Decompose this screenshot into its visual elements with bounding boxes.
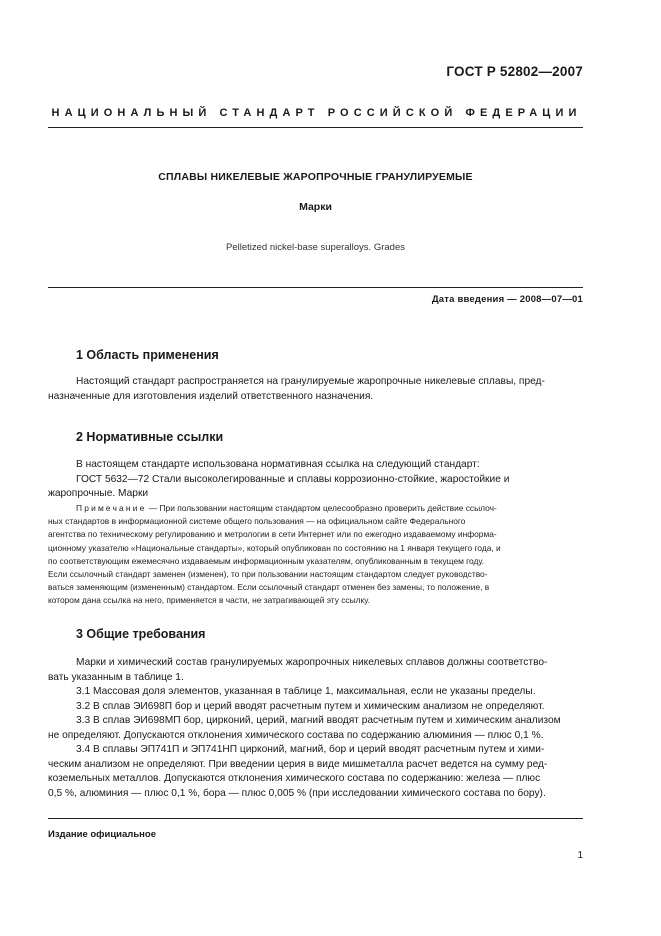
section-3-line: не определяют. Допускаются отклонения химического состава по содержанию алюминия — плюс 0,1 %. [48,729,544,741]
section-3-line: коземельных металлов. Допускаются отклонения химического состава по содержанию: железа — плюс [48,773,541,784]
section-3-line: 3.2 В сплав ЭИ698П бор и церий вводят расчетным путем и химическим анализом не определяют. [76,700,545,712]
section-3-line: вать указанным в таблице 1. [48,671,184,683]
note-line: агентства по техническому регулированию и метрологии в сети Интернет или по ежегодно издаваемому информа- [48,529,497,540]
note-text: — При пользовании настоящим стандартом целесообразно проверить действие ссылоч- [146,503,497,513]
section-3-body [48,656,583,801]
national-standard-banner: НАЦИОНАЛЬНЫЙ СТАНДАРТ РОССИЙСКОЙ ФЕДЕРАЦИИ [51,107,582,119]
section-2-line: ГОСТ 5632—72 Стали высоколегированные и сплавы коррозионно-стойкие, жаростойкие и [76,473,510,485]
footer-divider [48,818,583,819]
section-3-line: ческим анализом не определяют. При введении церия в виде мишметалла расчет ведется на сумму ред- [48,758,548,770]
document-code: ГОСТ Р 52802—2007 [446,64,583,79]
introduction-date: Дата введения — 2008—07—01 [431,294,583,305]
section-3-line: Марки и химический состав гранулируемых жаропрочных никелевых сплавов должны соответство- [76,657,548,668]
document-title: СПЛАВЫ НИКЕЛЕВЫЕ ЖАРОПРОЧНЫЕ ГРАНУЛИРУЕМЫЕ [158,171,473,183]
reference-note [48,502,583,608]
section-3-line: 0,5 %, алюминия — плюс 0,1 %, бора — плюс 0,005 % (при исследовании химического состава по бору). [48,787,546,799]
section-2-line: В настоящем стандарте использована нормативная ссылка на следующий стандарт: [76,459,480,470]
section-2-line: жаропрочные. Марки [48,488,149,499]
note-label: Примечание [76,503,147,513]
section-3-line: 3.4 В сплавы ЭП741П и ЭП741НП цирконий, магний, бор и церий вводят расчетным путем и хими- [76,744,545,755]
document-subtitle: Марки [299,201,332,213]
note-line: Если ссылочный стандарт заменен (изменен), то при пользовании настоящим стандартом следует руководство- [48,569,488,580]
official-edition-label: Издание официальное [48,829,156,840]
section-1-body [48,375,583,404]
section-2-body [48,458,583,502]
section-1-heading: 1 Область применения [76,348,219,362]
section-3-heading: 3 Общие требования [76,627,206,641]
page-number: 1 [577,850,583,861]
section-1-line: назначенные для изготовления изделий ответственного назначения. [48,390,374,402]
note-line: ных стандартов в информационной системе общего пользования — на официальном сайте Федерального [48,516,466,527]
header-divider [48,127,583,128]
section-2-heading: 2 Нормативные ссылки [76,430,224,444]
section-3-line: 3.3 В сплав ЭИ698МП бор, цирконий, церий, магний вводят расчетным путем и химическим анализом [76,715,561,726]
note-line: ваться заменяющим (измененным) стандартом. Если ссылочный стандарт отменен без замены, то положение, в [48,582,490,593]
note-line [48,502,583,515]
title-divider [48,287,583,288]
section-1-line: Настоящий стандарт распространяется на гранулируемые жаропрочные никелевые сплавы, пред- [76,376,545,387]
section-3-line: 3.1 Массовая доля элементов, указанная в таблице 1, максимальная, если не указаны пределы. [76,686,536,697]
note-line: по соответствующим ежемесячно издаваемым информационным указателям, опубликованным в текущем году. [48,555,485,566]
english-title: Pelletized nickel-base superalloys. Grades [225,242,405,253]
note-line: ционному указателю «Национальные стандарты», который опубликован по состоянию на 1 января текущего года, и [48,542,501,553]
note-line: котором дана ссылка на него, применяется в части, не затрагивающей эту ссылку. [48,595,370,606]
